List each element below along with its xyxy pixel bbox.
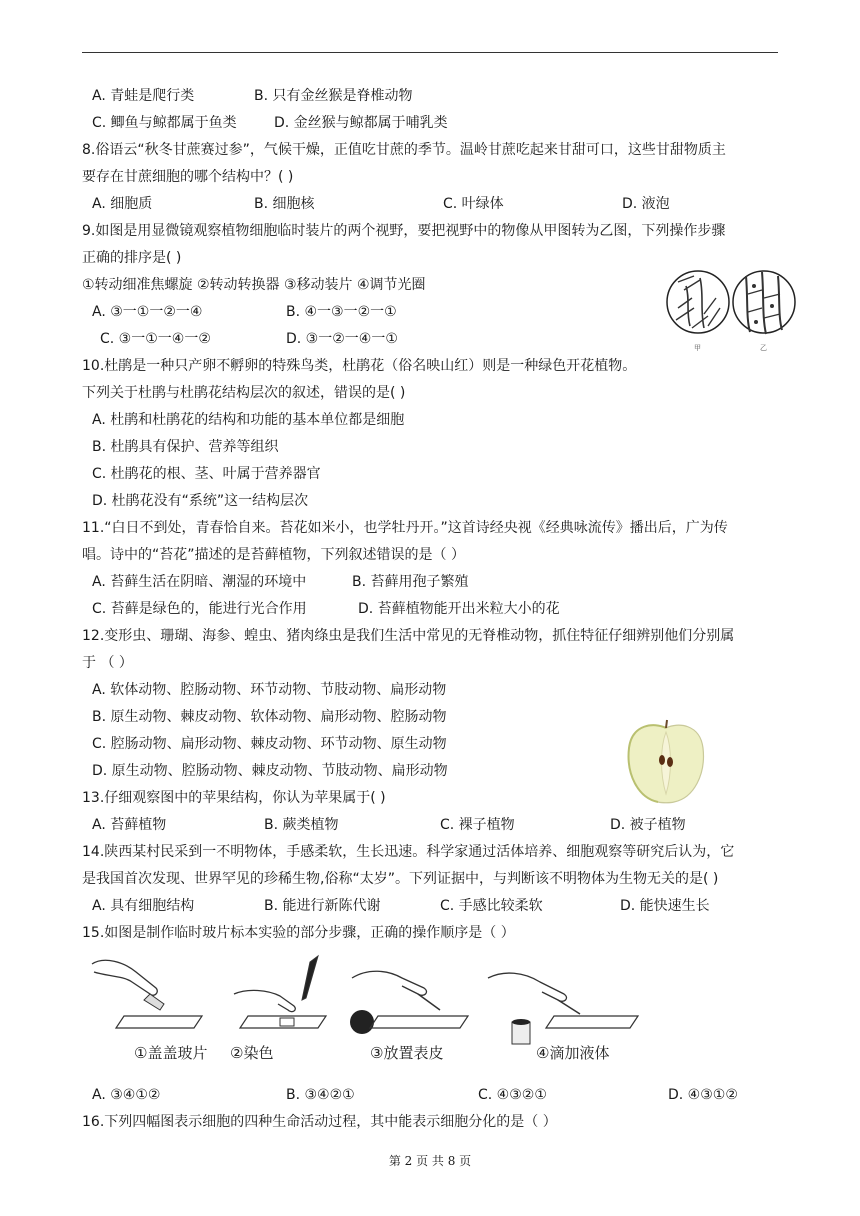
q14-option-d: D. 能快速生长 (620, 898, 710, 914)
step3-illustration (350, 971, 468, 1034)
apple-cross-section-image (624, 718, 708, 804)
q11-option-d: D. 苔藓植物能开出米粒大小的花 (358, 601, 560, 617)
q9-stem-line2: 正确的排序是( ) (82, 250, 182, 266)
q12-option-d: D. 原生动物、腔肠动物、棘皮动物、节肢动物、扁形动物 (92, 763, 448, 779)
q8-option-c: C. 叶绿体 (443, 196, 504, 212)
q7-option-d: D. 金丝猴与鲸都属于哺乳类 (274, 115, 448, 131)
q9-option-b: B. ④一③一②一① (286, 304, 397, 320)
q14-option-b: B. 能进行新陈代谢 (264, 898, 381, 914)
q15-option-a: A. ③④①② (92, 1087, 161, 1103)
step1-caption: ①盖盖玻片 (134, 1044, 208, 1062)
label-jia: 甲 (694, 344, 701, 352)
step4-illustration (488, 973, 638, 1044)
q10-option-a: A. 杜鹃和杜鹃花的结构和功能的基本单位都是细胞 (92, 412, 405, 428)
q15-option-b: B. ③④②① (286, 1087, 355, 1103)
q9-option-a: A. ③一①一②一④ (92, 304, 203, 320)
q14-stem-line2: 是我国首次发现、世界罕见的珍稀生物,俗称“太岁”。下列证据中，与判断该不明物体为生物无关的是( ) (82, 871, 719, 887)
q11-option-a: A. 苔藓生活在阴暗、潮湿的环境中 (92, 574, 307, 590)
q16-stem: 16.下列四幅图表示细胞的四种生命活动过程，其中能表示细胞分化的是（ ） (82, 1114, 557, 1130)
q14-option-c: C. 手感比较柔软 (440, 898, 543, 914)
q8-option-a: A. 细胞质 (92, 196, 153, 212)
q10-option-b: B. 杜鹃具有保护、营养等组织 (92, 439, 279, 455)
q12-option-a: A. 软体动物、腔肠动物、环节动物、节肢动物、扁形动物 (92, 682, 447, 698)
step2-caption: ②染色 (230, 1044, 274, 1062)
q9-option-c: C. ③一①一④一② (100, 331, 211, 347)
q11-option-c: C. 苔藓是绿色的，能进行光合作用 (92, 601, 307, 617)
step3-caption: ③放置表皮 (370, 1044, 444, 1062)
q15-option-d: D. ④③①② (668, 1087, 738, 1103)
header-rule (82, 52, 778, 53)
q14-stem-line1: 14.陕西某村民采到一不明物体，手感柔软，生长迅速。科学家通过活体培养、细胞观察等研究后认为，它 (82, 844, 735, 860)
q13-stem: 13.仔细观察图中的苹果结构，你认为苹果属于( ) (82, 790, 386, 806)
q12-stem-line1: 12.变形虫、珊瑚、海参、蝗虫、猪肉绦虫是我们生活中常见的无脊椎动物，抓住特征仔细辨别他们分别属 (82, 628, 735, 644)
q13-option-d: D. 被子植物 (610, 817, 686, 833)
q9-stem-line1: 9.如图是用显微镜观察植物细胞临时装片的两个视野，要把视野中的物像从甲图转为乙图，下列操作步骤 (82, 223, 726, 239)
q8-stem-line1: 8.俗语云“秋冬甘蔗赛过参”，气候干燥，正值吃甘蔗的季节。温岭甘蔗吃起来甘甜可口，这些甘甜物质主 (82, 142, 726, 158)
q10-stem-line2: 下列关于杜鹃与杜鹃花结构层次的叙述，错误的是( ) (82, 385, 406, 401)
q8-option-d: D. 液泡 (622, 196, 670, 212)
slide-preparation-steps-figure (84, 954, 664, 1070)
q14-option-a: A. 具有细胞结构 (92, 898, 195, 914)
label-yi: 乙 (760, 344, 767, 352)
q15-option-c: C. ④③②① (478, 1087, 547, 1103)
microscope-views-figure (664, 268, 798, 356)
q10-option-d: D. 杜鹃花没有“系统”这一结构层次 (92, 493, 309, 509)
q12-stem-line2: 于 （ ） (82, 655, 133, 671)
q10-option-c: C. 杜鹃花的根、茎、叶属于营养器官 (92, 466, 321, 482)
page-footer: 第 2 页 共 8 页 (388, 1154, 472, 1168)
q11-stem-line2: 唱。诗中的“苔花”描述的是苔藓植物，下列叙述错误的是（ ） (82, 547, 465, 563)
step2-illustration (234, 956, 326, 1028)
q13-option-b: B. 蕨类植物 (264, 817, 339, 833)
q8-option-b: B. 细胞核 (254, 196, 315, 212)
q7-option-a: A. 青蛙是爬行类 (92, 88, 195, 104)
q9-option-d: D. ③一②一④一① (286, 331, 398, 347)
q12-option-b: B. 原生动物、棘皮动物、软体动物、扁形动物、腔肠动物 (92, 709, 447, 725)
q10-stem-line1: 10.杜鹃是一种只产卵不孵卵的特殊鸟类，杜鹃花（俗名映山红）则是一种绿色开花植物。 (82, 358, 637, 374)
q13-option-a: A. 苔藓植物 (92, 817, 167, 833)
q7-option-b: B. 只有金丝猴是脊椎动物 (254, 88, 413, 104)
q15-stem: 15.如图是制作临时玻片标本实验的部分步骤，正确的操作顺序是（ ） (82, 925, 515, 941)
q8-stem-line2: 要存在甘蔗细胞的哪个结构中？( ) (82, 169, 294, 185)
q13-option-c: C. 裸子植物 (440, 817, 515, 833)
q11-option-b: B. 苔藓用孢子繁殖 (352, 574, 469, 590)
q7-option-c: C. 鲫鱼与鲸都属于鱼类 (92, 115, 237, 131)
q11-stem-line1: 11.“白日不到处，青春恰自来。苔花如米小，也学牡丹开。”这首诗经央视《经典咏流传》播出后，广为传 (82, 520, 728, 536)
q12-option-c: C. 腔肠动物、扁形动物、棘皮动物、环节动物、原生动物 (92, 736, 447, 752)
step4-caption: ④滴加液体 (536, 1044, 610, 1062)
step1-illustration (92, 960, 202, 1028)
q9-steps: ①转动细准焦螺旋 ②转动转换器 ③移动装片 ④调节光圈 (82, 277, 426, 293)
